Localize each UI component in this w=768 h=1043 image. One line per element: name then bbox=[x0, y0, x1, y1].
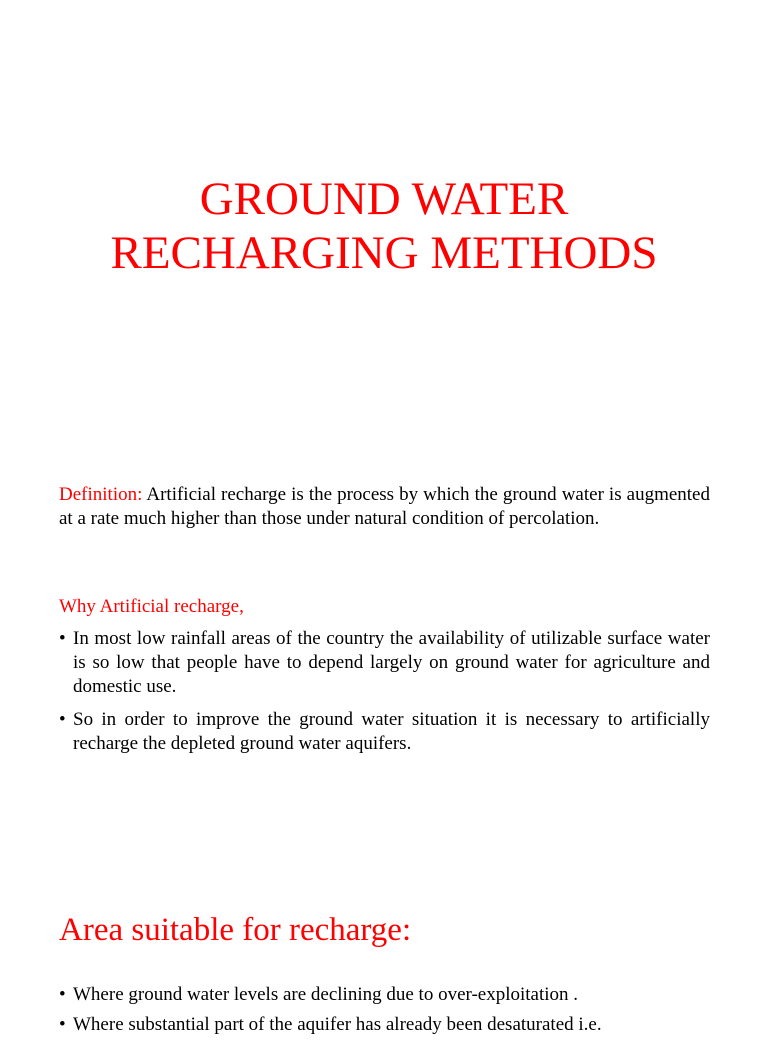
definition-slide bbox=[0, 450, 768, 870]
bullet-icon: • bbox=[59, 709, 66, 730]
title-line-1: GROUND WATER bbox=[199, 173, 569, 225]
title-line-2: RECHARGING METHODS bbox=[110, 227, 658, 279]
bullet-text: Where substantial part of the aquifer has already been desaturated i.e. bbox=[73, 1014, 602, 1035]
area-slide bbox=[0, 870, 768, 1035]
bullet-text: So in order to improve the ground water situation it is necessary to artificially recharge the depleted ground water aquifers. bbox=[73, 709, 710, 754]
definition-text: Artificial recharge is the process by which the ground water is augmented at a rate much higher than those under natural condition of percolation. bbox=[59, 484, 710, 529]
slide-title bbox=[0, 172, 768, 280]
bullet-icon: • bbox=[59, 628, 66, 649]
area-bullet-list bbox=[59, 983, 710, 1043]
definition-label: Definition: bbox=[59, 484, 143, 505]
bullet-text: Where ground water levels are declining due to over-exploitation . bbox=[73, 984, 579, 1005]
bullet-icon: • bbox=[59, 1014, 66, 1035]
area-heading: Area suitable for recharge: bbox=[59, 912, 412, 948]
list-item bbox=[59, 983, 710, 1007]
list-item bbox=[59, 627, 710, 699]
definition-paragraph bbox=[59, 483, 710, 531]
bullet-icon: • bbox=[59, 984, 66, 1005]
why-heading: Why Artificial recharge, bbox=[59, 596, 244, 617]
list-item bbox=[59, 1013, 710, 1037]
list-item bbox=[59, 708, 710, 756]
title-slide bbox=[0, 0, 768, 450]
why-bullet-list bbox=[59, 627, 710, 765]
bullet-text: In most low rainfall areas of the country the availability of utilizable surface water is so low that people have to depend largely on ground water for agriculture and domestic use. bbox=[73, 628, 710, 697]
